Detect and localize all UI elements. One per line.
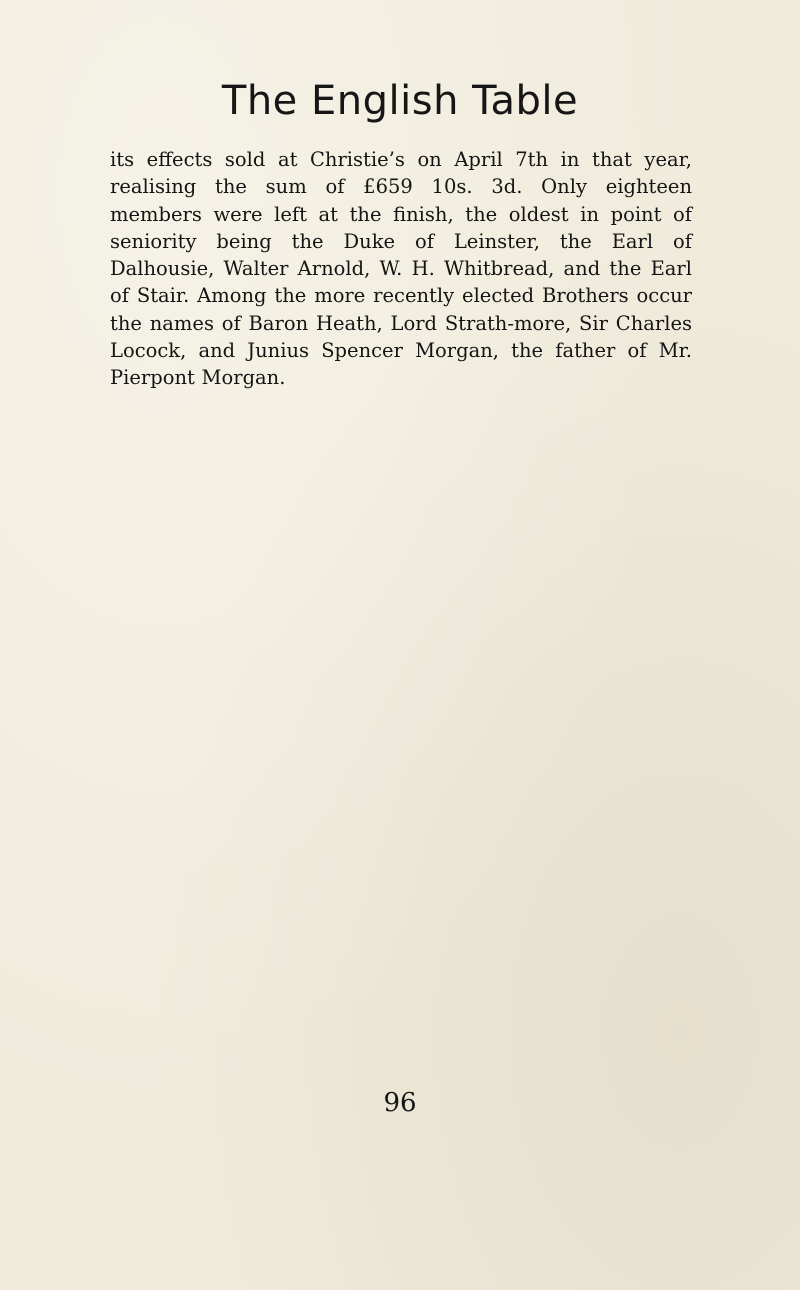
running-head: The English Table xyxy=(221,78,579,124)
body-paragraph: its effects sold at Christie’s on April 7th in that year, realising the sum of £659 10s. 3d. Only eighteen members were left at the finish, the oldest in point of seniority being the Duke of Leinster, the Earl of Dalhousie, Walter Arnold, W. H. Whitbread, and the Earl of Stair. Among the more recently elected Brothers occur the names of Baron Heath, Lord Strath-more, Sir Charles Locock, and Junius Spencer Morgan, the father of Mr. Pierpont Morgan. xyxy=(110,148,692,390)
page-number: 96 xyxy=(383,1088,417,1118)
